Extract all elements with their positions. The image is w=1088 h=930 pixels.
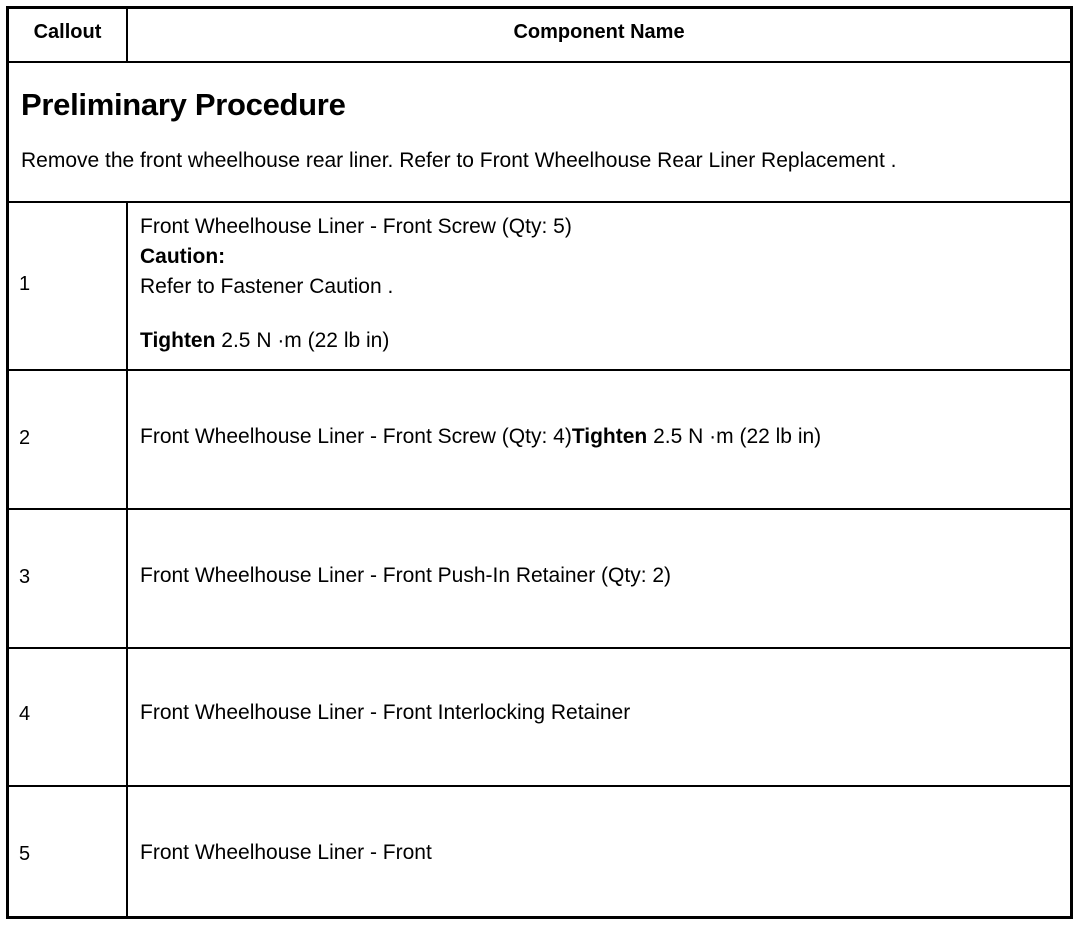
callout-number: 5: [19, 843, 31, 865]
callout-cell: [9, 203, 128, 369]
component-name-with-spec: [140, 425, 821, 449]
component-name: Front Wheelhouse Liner - Front Push-In Retainer (Qty: 2): [140, 564, 672, 587]
callout-number: 1: [19, 273, 31, 295]
header-name-cell: [128, 9, 1070, 61]
component-table: [6, 6, 1073, 919]
component-name-cell: [128, 203, 1070, 369]
component-name: Front Wheelhouse Liner - Front: [140, 841, 432, 864]
callout-number: 3: [19, 566, 31, 588]
table-row: [9, 647, 1070, 786]
component-name: Front Wheelhouse Liner - Front Interlocking Retainer: [140, 701, 631, 724]
table-row: [9, 508, 1070, 647]
component-name-cell: [128, 649, 1070, 786]
header-callout-label: Callout: [33, 21, 102, 43]
callout-cell: [9, 649, 128, 786]
tighten-spec: [140, 329, 389, 353]
tighten-value: 2.5 N ·m (22 lb in): [647, 425, 822, 448]
table-row: [9, 369, 1070, 508]
component-name: Front Wheelhouse Liner - Front Screw (Qty: 4): [140, 425, 572, 448]
table-header-row: [9, 9, 1070, 61]
callout-cell: [9, 787, 128, 916]
preliminary-procedure-title: Preliminary Procedure: [21, 87, 346, 122]
callout-cell: [9, 371, 128, 508]
caution-text: Refer to Fastener Caution .: [140, 275, 394, 298]
component-name-cell: [128, 510, 1070, 647]
preliminary-procedure-text: Remove the front wheelhouse rear liner. Refer to Front Wheelhouse Rear Liner Replacement .: [21, 149, 897, 172]
component-name: Front Wheelhouse Liner - Front Screw (Qty: 5): [140, 215, 572, 238]
caution-label: Caution:: [140, 245, 226, 268]
component-name-cell: [128, 371, 1070, 508]
tighten-value: 2.5 N ·m (22 lb in): [215, 329, 390, 352]
callout-cell: [9, 510, 128, 647]
header-component-name-label: Component Name: [513, 21, 685, 43]
table-row: [9, 201, 1070, 369]
header-callout-cell: [9, 9, 128, 61]
callout-number: 2: [19, 427, 31, 449]
tighten-label: Tighten: [140, 329, 216, 352]
tighten-label: Tighten: [571, 425, 648, 448]
table-row: [9, 785, 1070, 916]
callout-number: 4: [19, 703, 31, 725]
component-name-cell: [128, 787, 1070, 916]
preliminary-procedure-row: [9, 61, 1070, 201]
